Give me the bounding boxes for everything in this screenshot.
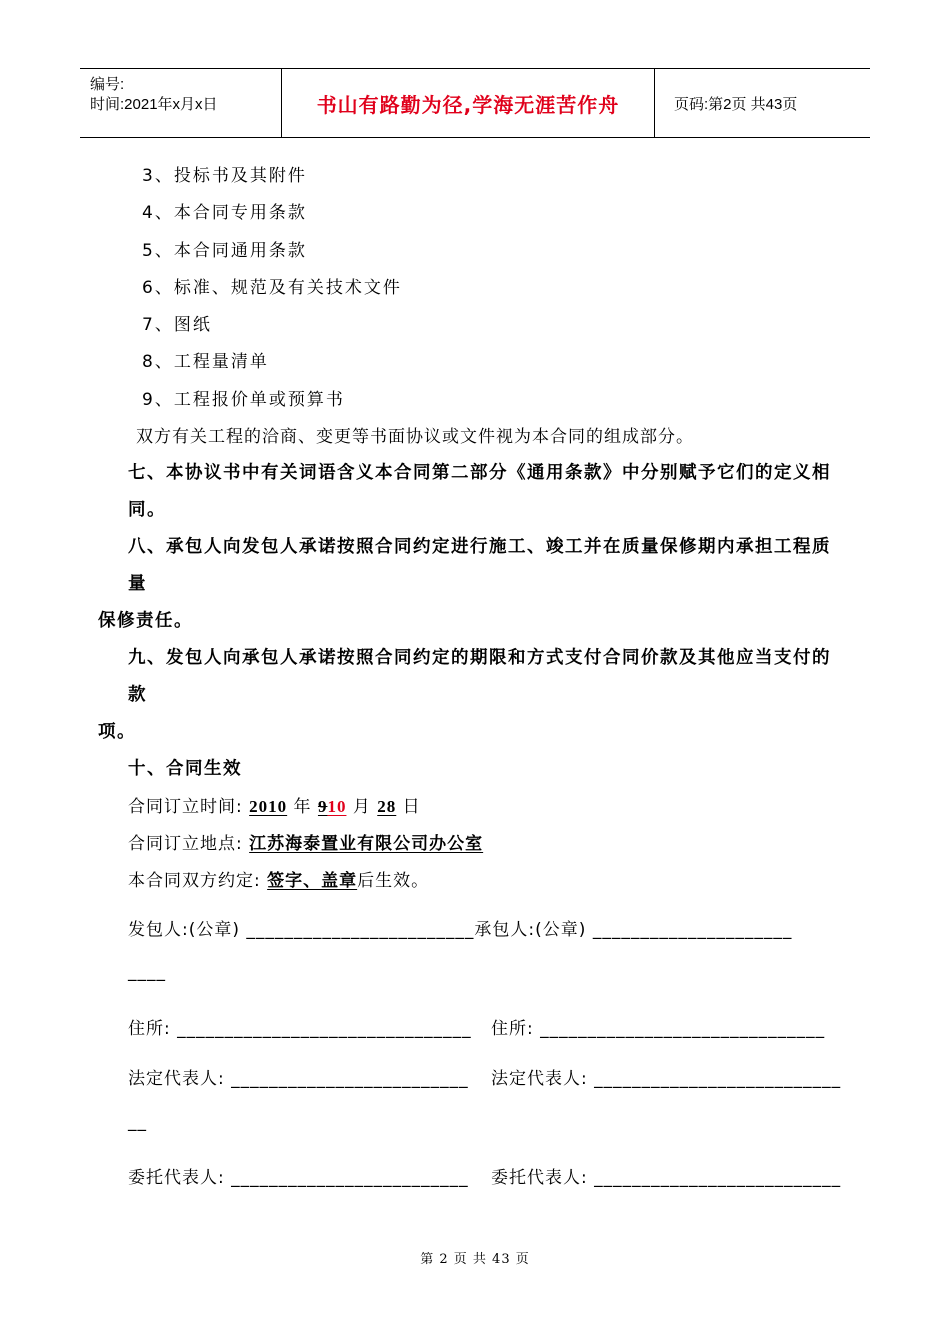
header-motto: 书山有路勤为径,学海无涯苦作舟	[316, 92, 620, 117]
employer-agent-blank: _________________________	[231, 1168, 469, 1188]
employer-blank: ________________________	[246, 920, 475, 940]
header-number-label: 编号:	[90, 76, 125, 93]
clause-nine-cont: 项。	[98, 722, 136, 742]
sign-month-unit: 月	[352, 797, 371, 817]
contractor-address-label: 住所:	[491, 1019, 534, 1039]
employer-label: 发包人:(公章)	[128, 920, 240, 940]
employer-row	[128, 915, 792, 940]
sign-month-new: 10	[327, 797, 347, 816]
page-footer: 第 2 页 共 43 页	[420, 1252, 530, 1267]
sign-place-row	[128, 829, 483, 854]
employer-legal-rep-label: 法定代表人:	[128, 1069, 225, 1089]
clause-ten-title: 十、合同生效	[128, 759, 242, 779]
sign-month-old: 9	[317, 797, 328, 816]
clause-seven: 七、本协议书中有关词语含义本合同第二部分《通用条款》中分别赋予它们的定义相	[128, 463, 831, 483]
header-page-info: 页码:第2页 共43页	[674, 95, 798, 113]
contractor-legal-rep-label: 法定代表人:	[491, 1069, 588, 1089]
agreement-label: 本合同双方约定:	[128, 871, 261, 891]
header-divider	[654, 69, 655, 137]
contractor-agent-label: 委托代表人:	[491, 1168, 588, 1188]
contractor-agent-blank: __________________________	[594, 1168, 842, 1188]
sign-date-label: 合同订立时间:	[128, 797, 243, 817]
contractor-blank: _____________________	[592, 920, 793, 940]
sign-place-value: 江苏海泰置业有限公司办公室	[249, 834, 484, 854]
sign-day: 28	[377, 797, 397, 816]
sign-place-label: 合同订立地点:	[128, 834, 243, 854]
list-item: 7、图纸	[142, 315, 212, 335]
clause-eight-cont: 量	[128, 574, 147, 594]
employer-agent-row	[128, 1163, 469, 1188]
employer-legal-rep-blank: _________________________	[231, 1069, 469, 1089]
sign-year-unit: 年	[293, 797, 312, 817]
clause-eight-cont: 保修责任。	[98, 611, 193, 631]
employer-legal-rep-row	[128, 1064, 469, 1089]
agreement-suffix: 后生效。	[357, 871, 430, 891]
note-paragraph: 双方有关工程的洽商、变更等书面协议或文件视为本合同的组成部分。	[136, 427, 694, 447]
contractor-label: 承包人:(公章)	[474, 920, 587, 940]
employer-address-blank: _______________________________	[177, 1019, 472, 1039]
header-time-label: 时间:2021年x月x日	[90, 96, 218, 113]
contractor-address-blank: ______________________________	[540, 1019, 826, 1039]
contractor-legal-rep-blank: __________________________	[594, 1069, 842, 1089]
header-meta	[80, 69, 280, 137]
list-item: 5、本合同通用条款	[142, 241, 307, 261]
list-item: 8、工程量清单	[142, 352, 269, 372]
contractor-legal-rep-row	[491, 1064, 841, 1089]
list-item: 3、投标书及其附件	[142, 166, 307, 186]
sign-date-row	[128, 792, 421, 817]
employer-agent-label: 委托代表人:	[128, 1168, 225, 1188]
contractor-address-row	[491, 1014, 825, 1039]
page-header	[80, 68, 870, 138]
list-item: 4、本合同专用条款	[142, 203, 307, 223]
clause-nine: 九、发包人向承包人承诺按照合同约定的期限和方式支付合同价款及其他应当支付的	[128, 648, 831, 668]
contractor-blank-cont: ____	[128, 962, 166, 982]
clause-nine-cont: 款	[128, 685, 147, 705]
list-item: 6、标准、规范及有关技术文件	[142, 278, 402, 298]
effect-agreement-row	[128, 866, 429, 891]
contractor-agent-row	[491, 1163, 841, 1188]
sign-day-unit: 日	[402, 797, 421, 817]
legal-rep-blank-cont: __	[128, 1112, 147, 1132]
list-item: 9、工程报价单或预算书	[142, 390, 345, 410]
employer-address-row	[128, 1014, 472, 1039]
sign-year: 2010	[249, 797, 288, 816]
employer-address-label: 住所:	[128, 1019, 171, 1039]
clause-seven-cont: 同。	[128, 500, 166, 520]
clause-eight: 八、承包人向发包人承诺按照合同约定进行施工、竣工并在质量保修期内承担工程质	[128, 537, 831, 557]
agreement-value: 签字、盖章	[267, 871, 358, 891]
